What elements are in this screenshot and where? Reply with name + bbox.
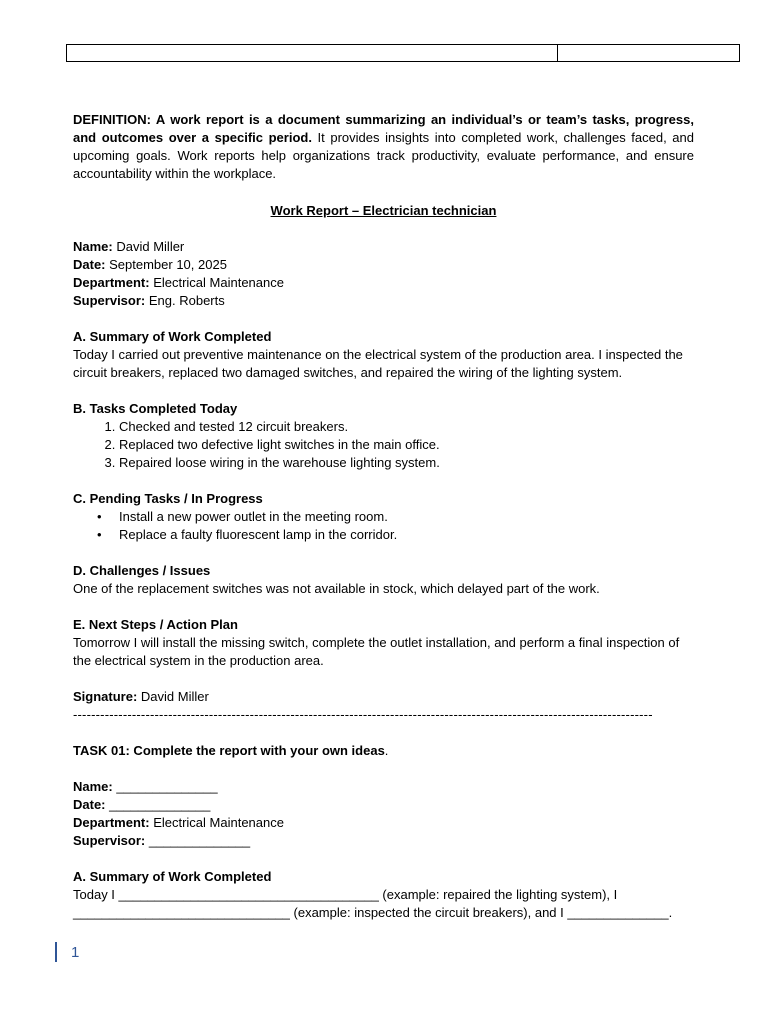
field-date [73, 256, 694, 274]
task-field-supervisor [73, 832, 694, 850]
signature-label: Signature: [73, 689, 138, 704]
page-number-text: 1 [71, 943, 80, 961]
field-label: Department: [73, 275, 150, 290]
field-label: Name: [73, 239, 113, 254]
field-value: September 10, 2025 [105, 257, 227, 272]
list-item [97, 508, 694, 526]
list-item: 1. Checked and tested 12 circuit breakers. [119, 418, 694, 436]
task-section-a-heading: A. Summary of Work Completed [73, 869, 272, 884]
document-body [73, 111, 694, 922]
section-a-text: Today I carried out preventive maintenance on the electrical system of the production area. I inspected the circuit breakers, replaced two damaged switches, and repaired the wiring of the lighting system. [73, 347, 683, 380]
bullet-icon: • [97, 509, 102, 524]
field-label: Department: [73, 815, 150, 830]
task-field-department [73, 814, 694, 832]
task-heading-bold: TASK 01: Complete the report with your own ideas [73, 743, 385, 758]
section-d-heading: D. Challenges / Issues [73, 563, 211, 578]
field-department [73, 274, 694, 292]
field-label: Supervisor: [73, 293, 146, 308]
section-e-heading: E. Next Steps / Action Plan [73, 617, 238, 632]
tasks-list [73, 418, 694, 472]
header-cell-right [558, 45, 739, 61]
list-item-text: Replace a faulty fluorescent lamp in the corridor. [119, 527, 398, 542]
field-label: Date: [73, 257, 106, 272]
task-field-name [73, 778, 694, 796]
section-a-heading: A. Summary of Work Completed [73, 329, 272, 344]
list-item: 2. Replaced two defective light switches in the main office. [119, 436, 694, 454]
header-cell-left [67, 45, 558, 61]
task-section-a-line1: Today I ____________________________________ (example: repaired the lighting system), I [73, 887, 618, 902]
section-b-heading: B. Tasks Completed Today [73, 401, 238, 416]
field-value: Electrical Maintenance [149, 275, 284, 290]
section-d-text: One of the replacement switches was not available in stock, which delayed part of the work. [73, 581, 600, 596]
page-number-bar [55, 942, 57, 962]
field-value: Eng. Roberts [145, 293, 225, 308]
bullet-icon: • [97, 527, 102, 542]
field-blank: ______________ [145, 833, 251, 848]
dashed-separator: -------------------------------------------------------------------------------------------------------------------------------- [73, 707, 653, 722]
task-heading-end: . [384, 743, 389, 758]
field-name [73, 238, 694, 256]
field-value: David Miller [112, 239, 185, 254]
field-label: Name: [73, 779, 113, 794]
task-field-date [73, 796, 694, 814]
field-blank: ______________ [112, 779, 218, 794]
section-e-text: Tomorrow I will install the missing switch, complete the outlet installation, and perform a final inspection of the electrical system in the production area. [73, 635, 680, 668]
field-label: Date: [73, 797, 106, 812]
list-item [97, 526, 694, 544]
definition-label: DEFINITION [73, 112, 147, 127]
report-title: Work Report – Electrician technician [270, 203, 497, 218]
definition-bold-text: : A work report is a document summarizing an individual’s or team’s tasks, progress, and outcomes over a specific period. [73, 112, 694, 145]
pending-list [73, 508, 694, 544]
field-value: Electrical Maintenance [149, 815, 284, 830]
definition-rest-text: It provides insights into completed work, challenges faced, and upcoming goals. Work reports help organizations track productivity, evaluate performance, and ensure accountability within the workplace. [73, 130, 694, 181]
list-item: 3. Repaired loose wiring in the warehouse lighting system. [119, 454, 694, 472]
list-item-text: Install a new power outlet in the meeting room. [119, 509, 388, 524]
task-heading [73, 742, 694, 760]
task-section-a-line2: ______________________________ (example: inspected the circuit breakers), and I ______________. [73, 905, 673, 920]
field-blank: ______________ [105, 797, 211, 812]
field-supervisor [73, 292, 694, 310]
header-table [66, 44, 740, 62]
signature-value: David Miller [137, 689, 209, 704]
page-number [55, 942, 79, 962]
section-c-heading: C. Pending Tasks / In Progress [73, 491, 263, 506]
field-label: Supervisor: [73, 833, 146, 848]
signature-line [73, 688, 694, 706]
definition-paragraph [73, 111, 694, 183]
